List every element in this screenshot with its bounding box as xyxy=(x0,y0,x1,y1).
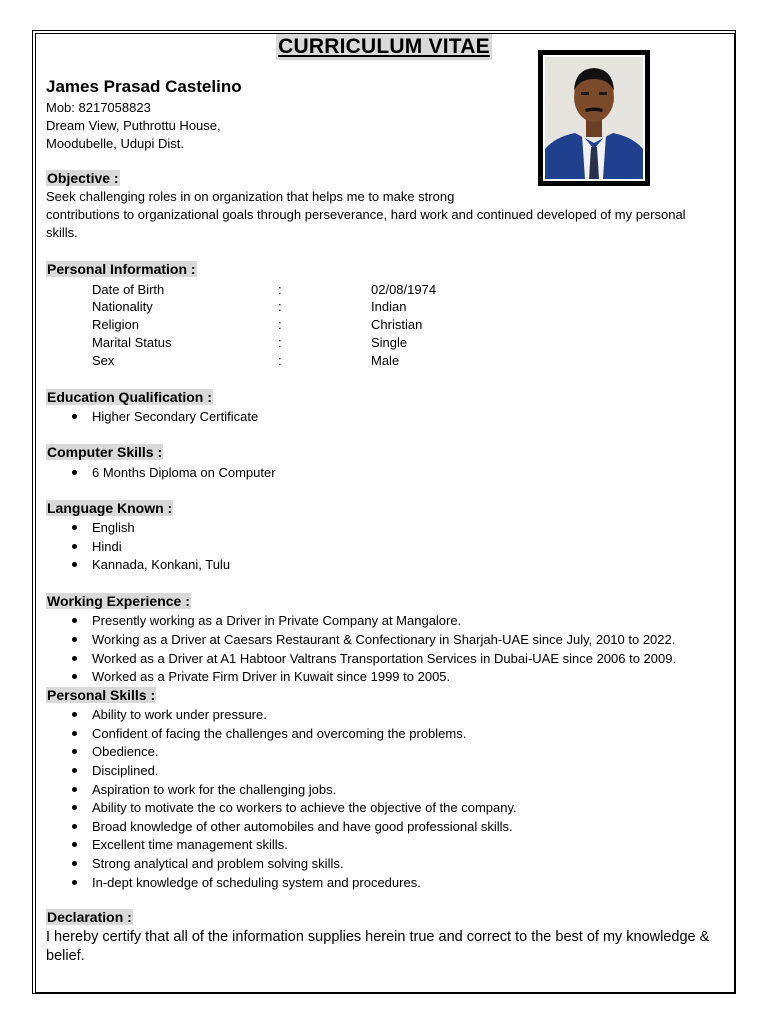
declaration-text: I hereby certify that all of the information supplies herein true and correct to the best of my knowledge & belief. xyxy=(46,929,710,964)
info-label: Religion xyxy=(92,317,139,332)
education-heading: Education Qualification : xyxy=(47,389,212,405)
skill-item: In-dept knowledge of scheduling system and procedures. xyxy=(92,875,421,890)
computer-skill-item: 6 Months Diploma on Computer xyxy=(92,465,276,480)
skill-item: Aspiration to work for the challenging jobs. xyxy=(92,782,337,797)
candidate-name: James Prasad Castelino xyxy=(46,77,242,96)
mobile-number: Mob: 8217058823 xyxy=(46,100,151,115)
info-value: Christian xyxy=(371,317,423,332)
info-value: Single xyxy=(371,335,408,350)
info-separator: : xyxy=(278,317,282,332)
document-title: CURRICULUM VITAE xyxy=(278,35,490,58)
skill-item: Disciplined. xyxy=(92,763,159,778)
working-experience-heading: Working Experience : xyxy=(47,593,190,609)
skill-item: Strong analytical and problem solving skills. xyxy=(92,856,344,871)
address-line-2: Moodubelle, Udupi Dist. xyxy=(46,136,185,151)
declaration-heading: Declaration : xyxy=(47,909,132,925)
objective-text xyxy=(46,188,706,242)
info-value: Indian xyxy=(371,299,407,314)
experience-item: Worked as a Driver at A1 Habtoor Valtrans Transportation Services in Dubai-UAE since 2006 to 2009. xyxy=(92,651,677,666)
language-item: Kannada, Konkani, Tulu xyxy=(92,557,231,572)
experience-item: Presently working as a Driver in Private Company at Mangalore. xyxy=(92,613,462,628)
skill-item: Broad knowledge of other automobiles and have good professional skills. xyxy=(92,819,513,834)
info-separator: : xyxy=(278,282,282,297)
experience-item: Working as a Driver at Caesars Restaurant & Confectionary in Sharjah-UAE since July, 2010 to 2022. xyxy=(92,632,676,647)
experience-item: Worked as a Private Firm Driver in Kuwait since 1999 to 2005. xyxy=(92,669,451,684)
info-label: Marital Status xyxy=(92,335,172,350)
personal-information-heading: Personal Information : xyxy=(47,261,196,277)
skill-item: Ability to motivate the co workers to achieve the objective of the company. xyxy=(92,800,517,815)
info-separator: : xyxy=(278,353,282,368)
info-separator: : xyxy=(278,299,282,314)
language-item: Hindi xyxy=(92,539,122,554)
address-line-1: Dream View, Puthrottu House, xyxy=(46,118,221,133)
info-label: Sex xyxy=(92,353,115,368)
skill-item: Confident of facing the challenges and overcoming the problems. xyxy=(92,726,467,741)
education-item: Higher Secondary Certificate xyxy=(92,409,259,424)
document-title-wrap xyxy=(0,34,768,60)
info-separator: : xyxy=(278,335,282,350)
info-label: Nationality xyxy=(92,299,153,314)
personal-skills-heading: Personal Skills : xyxy=(47,687,156,703)
skill-item: Excellent time management skills. xyxy=(92,837,288,852)
info-value: Male xyxy=(371,353,400,368)
objective-heading: Objective : xyxy=(47,170,119,186)
objective-line-1: Seek challenging roles in on organization that helps me to make strong xyxy=(46,189,455,204)
computer-skills-heading: Computer Skills : xyxy=(47,444,163,460)
skill-item: Ability to work under pressure. xyxy=(92,707,267,722)
info-label: Date of Birth xyxy=(92,282,165,297)
skill-item: Obedience. xyxy=(92,744,159,759)
language-item: English xyxy=(92,520,135,535)
objective-line-2: contributions to organizational goals through perseverance, hard work and continued developed of my personal skills. xyxy=(46,207,686,240)
language-heading: Language Known : xyxy=(47,500,173,516)
info-value: 02/08/1974 xyxy=(371,282,437,297)
profile-photo xyxy=(538,50,650,186)
